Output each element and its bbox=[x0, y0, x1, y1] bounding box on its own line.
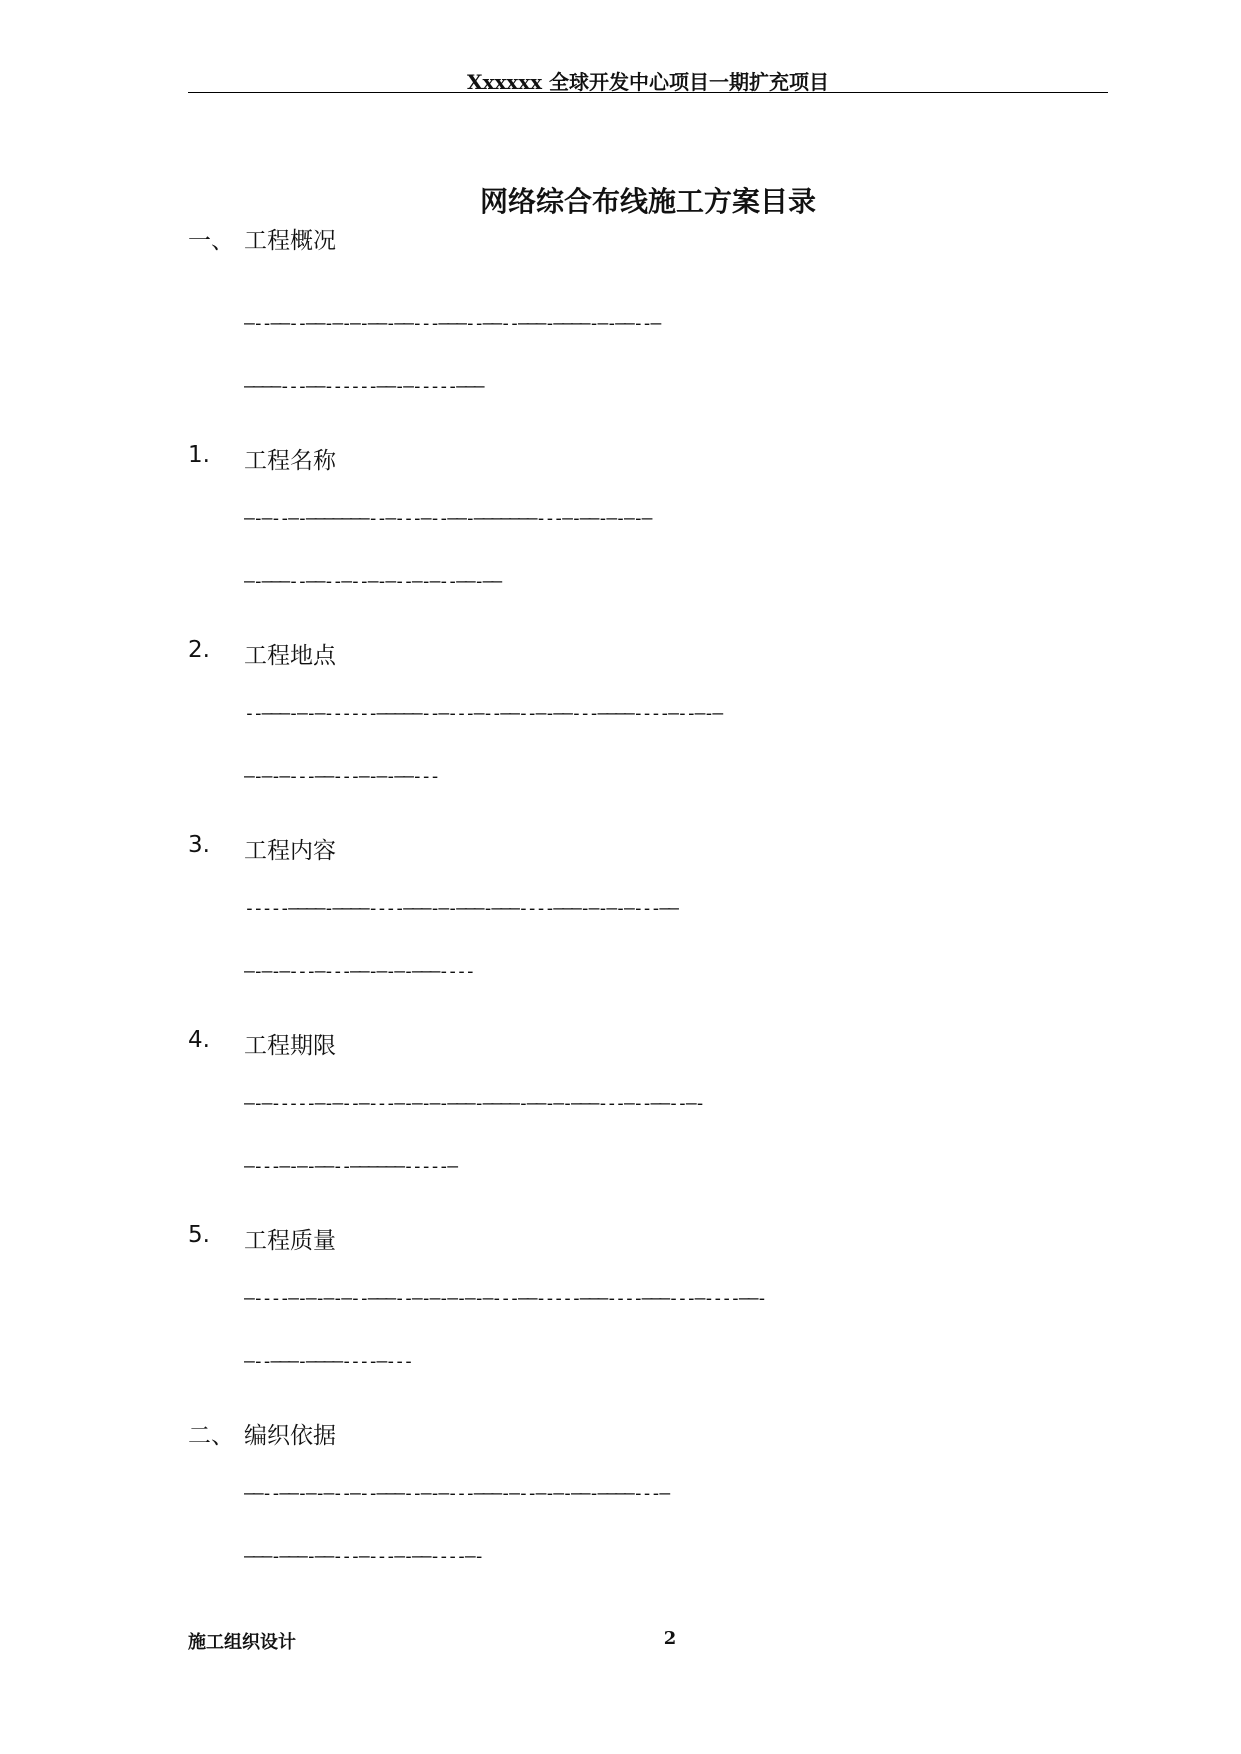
toc-heading-label: 编织依据 bbox=[244, 1423, 336, 1449]
toc-heading-number: 4. bbox=[188, 1027, 210, 1053]
toc-heading-number: 二、 bbox=[188, 1423, 234, 1449]
header-rule bbox=[188, 92, 1108, 93]
document-title: 网络综合布线施工方案目录 bbox=[479, 185, 816, 218]
footer-page-number: 2 bbox=[663, 1628, 677, 1649]
running-header: Xxxxxx 全球开发中心项目一期扩充项目 bbox=[466, 70, 830, 94]
toc-leader-line: —---—-—-——--——————-----— bbox=[244, 1157, 457, 1177]
toc-heading-label: 工程质量 bbox=[244, 1228, 336, 1254]
toc-leader-line: —--———-————----—--- bbox=[244, 1352, 412, 1372]
toc-heading-label: 工程期限 bbox=[244, 1033, 336, 1059]
toc-heading-label: 工程内容 bbox=[244, 838, 336, 864]
toc-leader-line: ——--——-—-—--—--———--—-—---———-—--—-—-——-————---— bbox=[244, 1484, 669, 1504]
toc-leader-line: —-—-—---—---——-—-—-———---- bbox=[244, 962, 474, 982]
toc-leader-line: —----—-—-—-—--———--—-—-—-—-—---——-----———----———---—----——- bbox=[244, 1289, 766, 1309]
toc-heading-number: 一、 bbox=[188, 228, 234, 254]
toc-leader-line: ————---——------——-—-----——— bbox=[244, 377, 483, 397]
toc-leader-line: --———-—-—------—————--—---—--——--—-——---————----—--—-— bbox=[244, 704, 722, 724]
toc-heading-label: 工程概况 bbox=[244, 228, 336, 254]
toc-leader-line: —--——--——-—-—-——-——---———--——--———-————-—-——--— bbox=[244, 314, 660, 334]
toc-heading-number: 3. bbox=[188, 832, 210, 858]
toc-heading-number: 1. bbox=[188, 442, 210, 468]
toc-heading-number: 2. bbox=[188, 637, 210, 663]
toc-leader-line: —-———--——--—--—-—--—-—--——-—— bbox=[244, 572, 501, 592]
toc-heading-label: 工程地点 bbox=[244, 643, 336, 669]
toc-leader-line: —-—-----—-—--—---—-—-—-———-————-——-—-———---—--——--—- bbox=[244, 1094, 704, 1114]
toc-heading-label: 工程名称 bbox=[244, 448, 336, 474]
toc-heading-number: 5. bbox=[188, 1222, 210, 1248]
toc-leader-line: ———-———-——---—---—-——----—- bbox=[244, 1547, 483, 1567]
toc-leader-line: —-—-—---——---—-—-——--- bbox=[244, 767, 439, 787]
footer-document-name: 施工组织设计 bbox=[188, 1632, 296, 1653]
toc-leader-line: -----————-————----———-—-———-———----———-—-—-—---—— bbox=[244, 899, 678, 919]
toc-leader-line: —-—--—-———————--—---—--——-———————---—-——-—-—-— bbox=[244, 509, 651, 529]
